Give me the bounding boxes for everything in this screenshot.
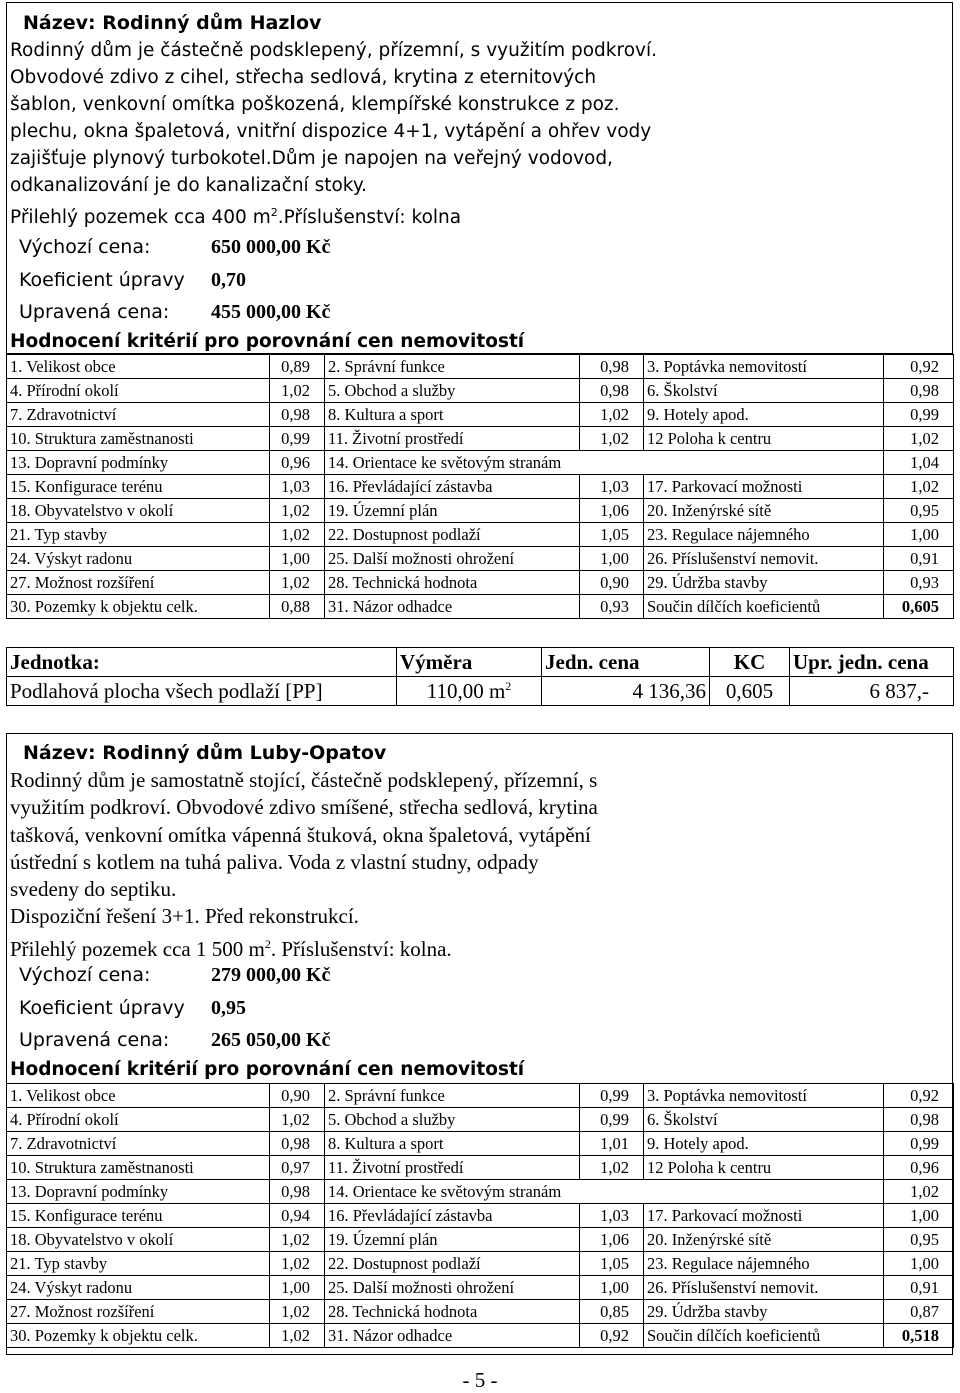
criterion-name: 24. Výskyt radonu [7,1276,270,1300]
criterion-value: 1,00 [270,547,325,571]
criterion-name: 7. Zdravotnictví [7,403,270,427]
criterion-value: 1,02 [884,1180,954,1204]
criteria-row [7,1228,954,1252]
criterion-value: 0,96 [270,451,325,475]
criterion-name: 3. Poptávka nemovitostí [644,355,884,379]
criterion-name: 18. Obyvatelstvo v okolí [7,1228,270,1252]
unit-kc: 0,605 [710,677,790,706]
criteria-heading: Hodnocení kritérií pro porovnání cen nemovitostí [10,331,525,352]
criterion-name: 25. Další možnosti ohrožení [325,1276,580,1300]
description-line: odkanalizování je do kanalizační stoky. [10,175,368,196]
criterion-value: 1,03 [270,475,325,499]
description-line: Rodinný dům je samostatně stojící, částečně podsklepený, přízemní, s [10,768,598,792]
criterion-name: 23. Regulace nájemného [644,1252,884,1276]
criterion-value: 1,00 [580,1276,644,1300]
criterion-value: 1,02 [580,403,644,427]
criterion-value: 1,02 [270,1228,325,1252]
property-hazlov-box [6,2,953,354]
criterion-value: 0,98 [270,1180,325,1204]
criterion-value: 1,05 [580,523,644,547]
criterion-name: 4. Přírodní okolí [7,379,270,403]
criterion-value: 0,94 [270,1204,325,1228]
criterion-name: 22. Dostupnost podlaží [325,1252,580,1276]
description-line: tašková, venkovní omítka vápenná štuková, okna špaletová, vytápění [10,822,591,847]
property-description [10,37,710,231]
description-line: plechu, okna špaletová, vnitřní dispozice 4+1, vytápění a ohřev vody [10,121,652,142]
criterion-value: 0,89 [270,355,325,379]
criterion-value: 0,96 [884,1156,954,1180]
header-area: Výměra [397,648,542,677]
criterion-value: 0,98 [580,355,644,379]
description-line: svedeny do septiku. [10,877,177,902]
criterion-name: 19. Územní plán [325,1228,580,1252]
criteria-row [7,1108,954,1132]
criterion-name: 10. Struktura zaměstnanosti [7,427,270,451]
criterion-value: 0,87 [884,1300,954,1324]
criterion-value: 1,04 [884,451,954,475]
description-line: šablon, venkovní omítka poškozená, klempířské konstrukce z poz. [10,94,620,115]
criterion-name: 8. Kultura a sport [325,403,580,427]
criteria-row [7,427,954,451]
criterion-name: 5. Obchod a služby [325,1108,580,1132]
criterion-name: 27. Možnost rozšíření [7,1300,270,1324]
criterion-name: 2. Správní funkce [325,355,580,379]
criteria-row [7,1300,954,1324]
land-suffix: .Příslušenství: kolna [277,207,462,229]
criterion-value: 1,02 [884,475,954,499]
criterion-value: 0,98 [884,379,954,403]
criterion-value: 0,99 [580,1108,644,1132]
criterion-value: 0,97 [270,1156,325,1180]
criterion-value: 0,518 [884,1324,954,1348]
criterion-value: 0,92 [884,355,954,379]
criterion-name: 4. Přírodní okolí [7,1108,270,1132]
criterion-value: 1,05 [580,1252,644,1276]
criterion-value: 0,92 [884,1084,954,1108]
criterion-value: 0,90 [270,1084,325,1108]
adjusted-price-value: 455 000,00 Kč [211,301,331,323]
criteria-row [7,1132,954,1156]
criterion-value: 1,03 [580,475,644,499]
criteria-heading: Hodnocení kritérií pro porovnání cen nemovitostí [10,1059,525,1080]
criterion-value: 0,92 [580,1324,644,1348]
criterion-name: 19. Územní plán [325,499,580,523]
unit-adjusted-price: 6 837,- [790,677,954,706]
unit-table-row [7,677,954,706]
criterion-value: 0,95 [884,1228,954,1252]
criterion-name: 16. Převládající zástavba [325,1204,580,1228]
criterion-value: 1,02 [270,1252,325,1276]
adjust-coef-value: 0,70 [211,269,246,291]
header-kc: KC [710,648,790,677]
criteria-row [7,571,954,595]
description-line: Dispoziční řešení 3+1. Před rekonstrukcí. [10,904,359,929]
criterion-name: 30. Pozemky k objektu celk. [7,1324,270,1348]
criterion-name: 14. Orientace ke světovým stranám [325,1180,884,1204]
criteria-body [7,355,954,619]
criterion-name: 11. Životní prostředí [325,427,580,451]
adjust-coef-label: Koeficient úpravy [19,997,185,1019]
criterion-value: 0,95 [884,499,954,523]
land-line [10,199,710,231]
criterion-name: 1. Velikost obce [7,1084,270,1108]
criterion-name: 7. Zdravotnictví [7,1132,270,1156]
criterion-value: 1,06 [580,1228,644,1252]
criterion-value: 0,93 [884,571,954,595]
adjusted-price-label: Upravená cena: [19,301,170,323]
page-number: - 5 - [462,1368,498,1392]
criteria-row [7,1252,954,1276]
criterion-name: Součin dílčích koeficientů [644,595,884,619]
criterion-name: 12 Poloha k centru [644,1156,884,1180]
criteria-row [7,547,954,571]
criterion-name: 29. Údržba stavby [644,571,884,595]
criterion-name: 6. Školství [644,1108,884,1132]
criterion-value: 0,98 [884,1108,954,1132]
criterion-name: 13. Dopravní podmínky [7,451,270,475]
area-sup: 2 [505,678,512,693]
criterion-name: 21. Typ stavby [7,1252,270,1276]
land-prefix: Přilehlý pozemek cca 1 500 m [10,936,265,961]
criterion-name: 9. Hotely apod. [644,403,884,427]
unit-price-table [6,647,954,706]
criteria-row [7,1156,954,1180]
criterion-name: 16. Převládající zástavba [325,475,580,499]
criterion-name: 5. Obchod a služby [325,379,580,403]
criterion-value: 1,00 [884,1204,954,1228]
description-line: využitím podkroví. Obvodové zdivo smíšené, střecha sedlová, krytina [10,795,598,820]
criterion-value: 1,02 [580,427,644,451]
criterion-name: 30. Pozemky k objektu celk. [7,595,270,619]
criterion-value: 0,91 [884,547,954,571]
criterion-value: 1,02 [270,379,325,403]
criteria-row [7,379,954,403]
criterion-value: 1,00 [884,523,954,547]
area-value: 110,00 m [426,678,506,703]
adjust-coef-value: 0,95 [211,997,246,1019]
criterion-value: 1,00 [580,547,644,571]
start-price-value: 279 000,00 Kč [211,964,331,986]
criterion-value: 1,02 [270,523,325,547]
criterion-value: 1,00 [884,1252,954,1276]
criteria-row [7,403,954,427]
unit-name: Podlahová plocha všech podlaží [PP] [7,677,397,706]
land-sup: 2 [270,206,278,219]
criterion-value: 0,99 [884,403,954,427]
criterion-value: 0,99 [580,1084,644,1108]
criterion-value: 0,98 [270,403,325,427]
criterion-value: 1,01 [580,1132,644,1156]
criterion-name: Součin dílčích koeficientů [644,1324,884,1348]
criterion-name: 1. Velikost obce [7,355,270,379]
criterion-name: 9. Hotely apod. [644,1132,884,1156]
criterion-name: 29. Údržba stavby [644,1300,884,1324]
criterion-name: 31. Názor odhadce [325,595,580,619]
criterion-value: 0,98 [580,379,644,403]
criterion-name: 24. Výskyt radonu [7,547,270,571]
criterion-value: 1,02 [580,1156,644,1180]
land-sup: 2 [264,936,271,951]
property-description [10,767,710,963]
criteria-table [6,354,954,619]
land-suffix: . Příslušenství: kolna. [270,936,452,961]
criterion-name: 20. Inženýrské sítě [644,1228,884,1252]
property-title: Název: Rodinný dům Luby-Opatov [23,742,387,764]
criteria-row [7,523,954,547]
unit-area [397,677,542,706]
criterion-name: 12 Poloha k centru [644,427,884,451]
criteria-row [7,355,954,379]
header-unit-price: Jedn. cena [542,648,710,677]
criterion-name: 26. Příslušenství nemovit. [644,1276,884,1300]
criterion-value: 0,99 [884,1132,954,1156]
criterion-value: 1,06 [580,499,644,523]
criterion-name: 21. Typ stavby [7,523,270,547]
criterion-name: 13. Dopravní podmínky [7,1180,270,1204]
adjusted-price-value: 265 050,00 Kč [211,1029,331,1051]
criterion-value: 0,99 [270,427,325,451]
criteria-row [7,475,954,499]
criterion-name: 17. Parkovací možnosti [644,475,884,499]
criterion-name: 17. Parkovací možnosti [644,1204,884,1228]
criteria-row [7,1204,954,1228]
criterion-name: 15. Konfigurace terénu [7,475,270,499]
unit-price: 4 136,36 [542,677,710,706]
criterion-value: 0,85 [580,1300,644,1324]
unit-table-header [7,648,954,677]
criterion-name: 31. Názor odhadce [325,1324,580,1348]
criterion-name: 3. Poptávka nemovitostí [644,1084,884,1108]
start-price-label: Výchozí cena: [19,964,151,986]
criterion-name: 2. Správní funkce [325,1084,580,1108]
description-line: ústřední s kotlem na tuhá paliva. Voda z vlastní studny, odpady [10,849,539,874]
criteria-row [7,595,954,619]
header-adjusted-price: Upr. jedn. cena [790,648,954,677]
criterion-value: 1,02 [270,1300,325,1324]
criterion-name: 23. Regulace nájemného [644,523,884,547]
criterion-name: 8. Kultura a sport [325,1132,580,1156]
criterion-value: 0,93 [580,595,644,619]
criteria-row [7,1324,954,1348]
criterion-name: 22. Dostupnost podlaží [325,523,580,547]
criterion-name: 14. Orientace ke světovým stranám [325,451,884,475]
criterion-name: 28. Technická hodnota [325,571,580,595]
property-title: Název: Rodinný dům Hazlov [23,12,322,34]
criterion-name: 18. Obyvatelstvo v okolí [7,499,270,523]
criterion-value: 0,605 [884,595,954,619]
criterion-value: 1,02 [270,571,325,595]
criteria-body [7,1084,954,1348]
criteria-row [7,1180,954,1204]
adjust-coef-label: Koeficient úpravy [19,269,185,291]
land-prefix: Přilehlý pozemek cca 400 m [10,207,271,229]
criteria-row [7,451,954,475]
criterion-name: 27. Možnost rozšíření [7,571,270,595]
criterion-value: 1,02 [270,1324,325,1348]
criteria-table [6,1083,954,1348]
land-line [10,931,710,963]
criterion-name: 11. Životní prostředí [325,1156,580,1180]
criteria-row [7,499,954,523]
criterion-value: 0,88 [270,595,325,619]
criterion-name: 20. Inženýrské sítě [644,499,884,523]
adjusted-price-label: Upravená cena: [19,1029,170,1051]
criterion-name: 6. Školství [644,379,884,403]
description-line: zajišťuje plynový turbokotel.Dům je napojen na veřejný vodovod, [10,148,613,169]
criterion-name: 15. Konfigurace terénu [7,1204,270,1228]
criterion-name: 10. Struktura zaměstnanosti [7,1156,270,1180]
criteria-row [7,1084,954,1108]
header-unit: Jednotka: [7,648,397,677]
criterion-value: 1,02 [884,427,954,451]
criterion-name: 25. Další možnosti ohrožení [325,547,580,571]
criterion-value: 1,02 [270,499,325,523]
criterion-value: 1,02 [270,1108,325,1132]
criterion-value: 0,90 [580,571,644,595]
criterion-value: 0,91 [884,1276,954,1300]
criterion-value: 1,00 [270,1276,325,1300]
criterion-name: 28. Technická hodnota [325,1300,580,1324]
description-line: Rodinný dům je částečně podsklepený, přízemní, s využitím podkroví. [10,40,657,61]
criterion-name: 26. Příslušenství nemovit. [644,547,884,571]
criterion-value: 0,98 [270,1132,325,1156]
start-price-label: Výchozí cena: [19,236,151,258]
criterion-value: 1,03 [580,1204,644,1228]
criteria-row [7,1276,954,1300]
description-line: Obvodové zdivo z cihel, střecha sedlová, krytina z eternitových [10,67,597,88]
start-price-value: 650 000,00 Kč [211,236,331,258]
